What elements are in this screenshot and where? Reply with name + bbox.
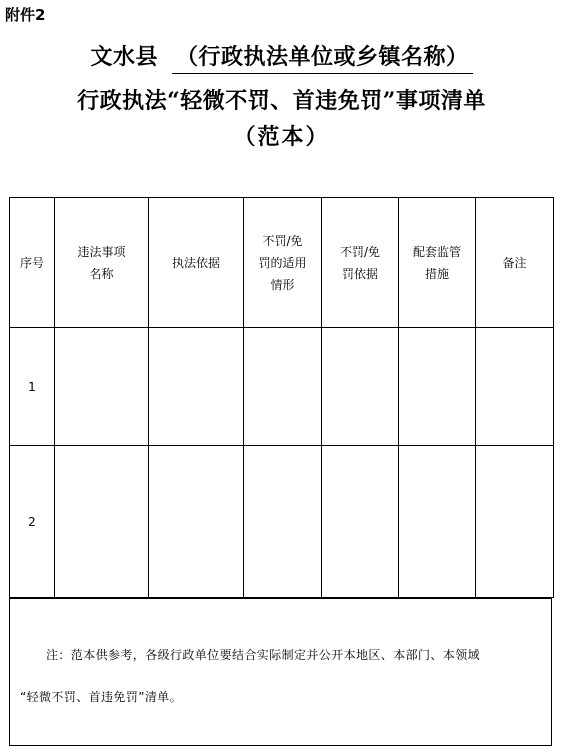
- document-title-line1: [0, 40, 563, 74]
- document-title-line2: 行政执法“轻微不罚、首违免罚”事项清单: [77, 88, 486, 114]
- note-line-2: “轻微不罚、首违免罚”清单。: [20, 690, 183, 704]
- table-cell: [244, 328, 322, 446]
- header-exemption-basis: 不罚/免 罚依据: [322, 198, 399, 328]
- note-line-1: 注：范本供参考，各级行政单位要结合实际制定并公开本地区、本部门、本领域: [46, 648, 481, 662]
- table-cell: [322, 328, 399, 446]
- row-index: 1: [10, 328, 55, 446]
- header-applicable-situation: 不罚/免 罚的适用 情形: [244, 198, 322, 328]
- table-cell: [476, 328, 554, 446]
- items-table: [9, 197, 554, 598]
- document-title-line3: （范本）: [233, 124, 330, 150]
- table-cell: [149, 446, 244, 598]
- header-legal-basis: 执法依据: [149, 198, 244, 328]
- table-cell: [322, 446, 399, 598]
- table-cell: [149, 328, 244, 446]
- row-index: 2: [10, 446, 55, 598]
- table-row: [10, 328, 554, 446]
- table-row: [10, 446, 554, 598]
- header-index: 序号: [10, 198, 55, 328]
- table-cell: [476, 446, 554, 598]
- header-remarks: 备注: [476, 198, 554, 328]
- table-cell: [244, 446, 322, 598]
- header-supervision-measures: 配套监管 措施: [399, 198, 476, 328]
- table-header-row: [10, 198, 554, 328]
- table-cell: [55, 328, 149, 446]
- table-cell: [55, 446, 149, 598]
- table-cell: [399, 446, 476, 598]
- note-box: [9, 598, 552, 746]
- header-violation-name: 违法事项 名称: [55, 198, 149, 328]
- unit-name-placeholder: （行政执法单位或乡镇名称）: [172, 40, 473, 74]
- county-name: 文水县: [90, 44, 158, 70]
- attachment-label: 附件2: [5, 6, 46, 24]
- table-cell: [399, 328, 476, 446]
